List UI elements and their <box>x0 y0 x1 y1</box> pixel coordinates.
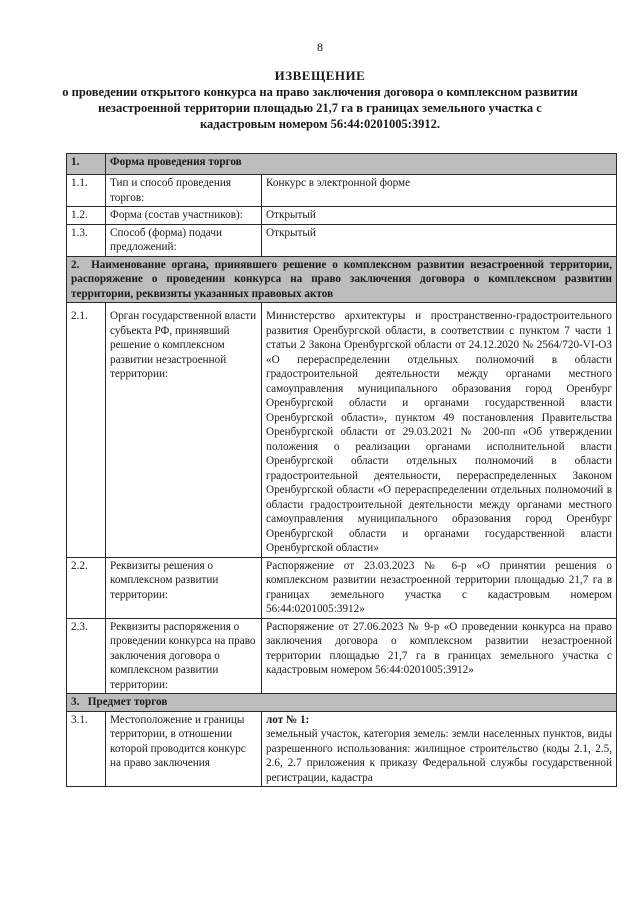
row-value: Открытый <box>262 224 617 256</box>
section-row-2 <box>67 256 617 303</box>
notice-subtitle: о проведении открытого конкурса на право заключения договора о комплексном развитии незастроенной территории площадью 21,7 га в границах земельного участка с кадастровым номером 56:44:0201005:3912. <box>62 85 578 131</box>
row-number: 1.2. <box>67 207 106 225</box>
notice-title <box>60 68 580 132</box>
section-number: 1. <box>67 154 106 175</box>
section-number: 2. <box>71 258 80 271</box>
row-value: Конкурс в электронной форме <box>262 175 617 207</box>
table-row <box>67 175 617 207</box>
page-number: 8 <box>317 40 323 54</box>
row-number: 2.1. <box>67 303 106 558</box>
row-label: Способ (форма) подачи предложений: <box>106 224 262 256</box>
row-number: 2.3. <box>67 618 106 694</box>
section-number: 3. <box>71 696 80 708</box>
row-value: Открытый <box>262 207 617 225</box>
notice-heading: ИЗВЕЩЕНИЕ <box>274 68 366 83</box>
section-2-cell <box>67 256 617 303</box>
lot-label: лот № 1: <box>266 713 310 726</box>
row-value: Распоряжение от 27.06.2023 № 9-р «О проведении конкурса на право заключения договора о комплексном развитии незастроенной территории площадью 21,7 га в границах земельного участка с кадастровым номером 56:44:0201005:3912» <box>262 618 617 694</box>
row-value: Распоряжение от 23.03.2023 № 6-р «О принятии решения о комплексном развитии незастроенной территории площадью 21,7 га в границах земельного участка с кадастровым номером 56:44:0201005:3912» <box>262 557 617 618</box>
row-value: Министерство архитектуры и пространственно-градостроительного развития Оренбургской области, в соответствии с пунктом 7 части 1 статьи 2 Закона Оренбургской области от 24.12.2020 № 2564/720-VI-ОЗ «О перераспределении отдельных полномочий в области градостроительной деятельности между органами местного самоуправления муниципального образования город Оренбург Оренбургской области и органами государственной власти Оренбургской области», пунктом 49 постановления Правительства Оренбургской области от 29.03.2021 № 200-пп «Об утверждении положения о реализации органами исполнительной власти Оренбургской области отдельных полномочий в области градостроительной деятельности, перераспределенных Законом Оренбургской области «О перераспределении отдельных полномочий в области градостроительной деятельности между органами местного самоуправления муниципального образования город Оренбург Оренбургской области и органами государственной власти Оренбургской области» <box>262 303 617 558</box>
row-label: Реквизиты распоряжения о проведении конкурса на право заключения договора о комплексном развитии территории: <box>106 618 262 694</box>
table-row <box>67 711 617 787</box>
section-row-3 <box>67 694 617 712</box>
section-title: Форма проведения торгов <box>106 154 617 175</box>
notice-table <box>66 153 617 787</box>
table-row <box>67 207 617 225</box>
row-label: Орган государственной власти субъекта РФ, принявший решение о комплексном развитии незастроенной территории: <box>106 303 262 558</box>
table-row <box>67 303 617 558</box>
section-title: Предмет торгов <box>87 696 168 708</box>
row-number: 1.3. <box>67 224 106 256</box>
row-label: Форма (состав участников): <box>106 207 262 225</box>
table-row <box>67 618 617 694</box>
row-label: Местоположение и границы территории, в отношении которой проводится конкурс на право заключения <box>106 711 262 787</box>
section-row-1 <box>67 154 617 175</box>
row-number: 3.1. <box>67 711 106 787</box>
row-number: 1.1. <box>67 175 106 207</box>
table-row <box>67 224 617 256</box>
table-row <box>67 557 617 618</box>
row-label: Реквизиты решения о комплексном развитии территории: <box>106 557 262 618</box>
row-value: земельный участок, категория земель: земли населенных пунктов, виды разрешенного использования: жилищное строительство (коды 2.1, 2.5, 2.6, 2.7 приложения к приказу Федеральной службы государственной регистрации, кадастра <box>266 728 612 784</box>
row-label: Тип и способ проведения торгов: <box>106 175 262 207</box>
row-value-cell <box>262 711 617 787</box>
section-title: Наименование органа, принявшего решение о комплексном развитии незастроенной территории, распоряжение о проведении конкурса на право заключения договора о комплексном развитии территории, реквизиты указанных правовых актов <box>71 258 612 300</box>
row-number: 2.2. <box>67 557 106 618</box>
section-3-cell <box>67 694 617 712</box>
